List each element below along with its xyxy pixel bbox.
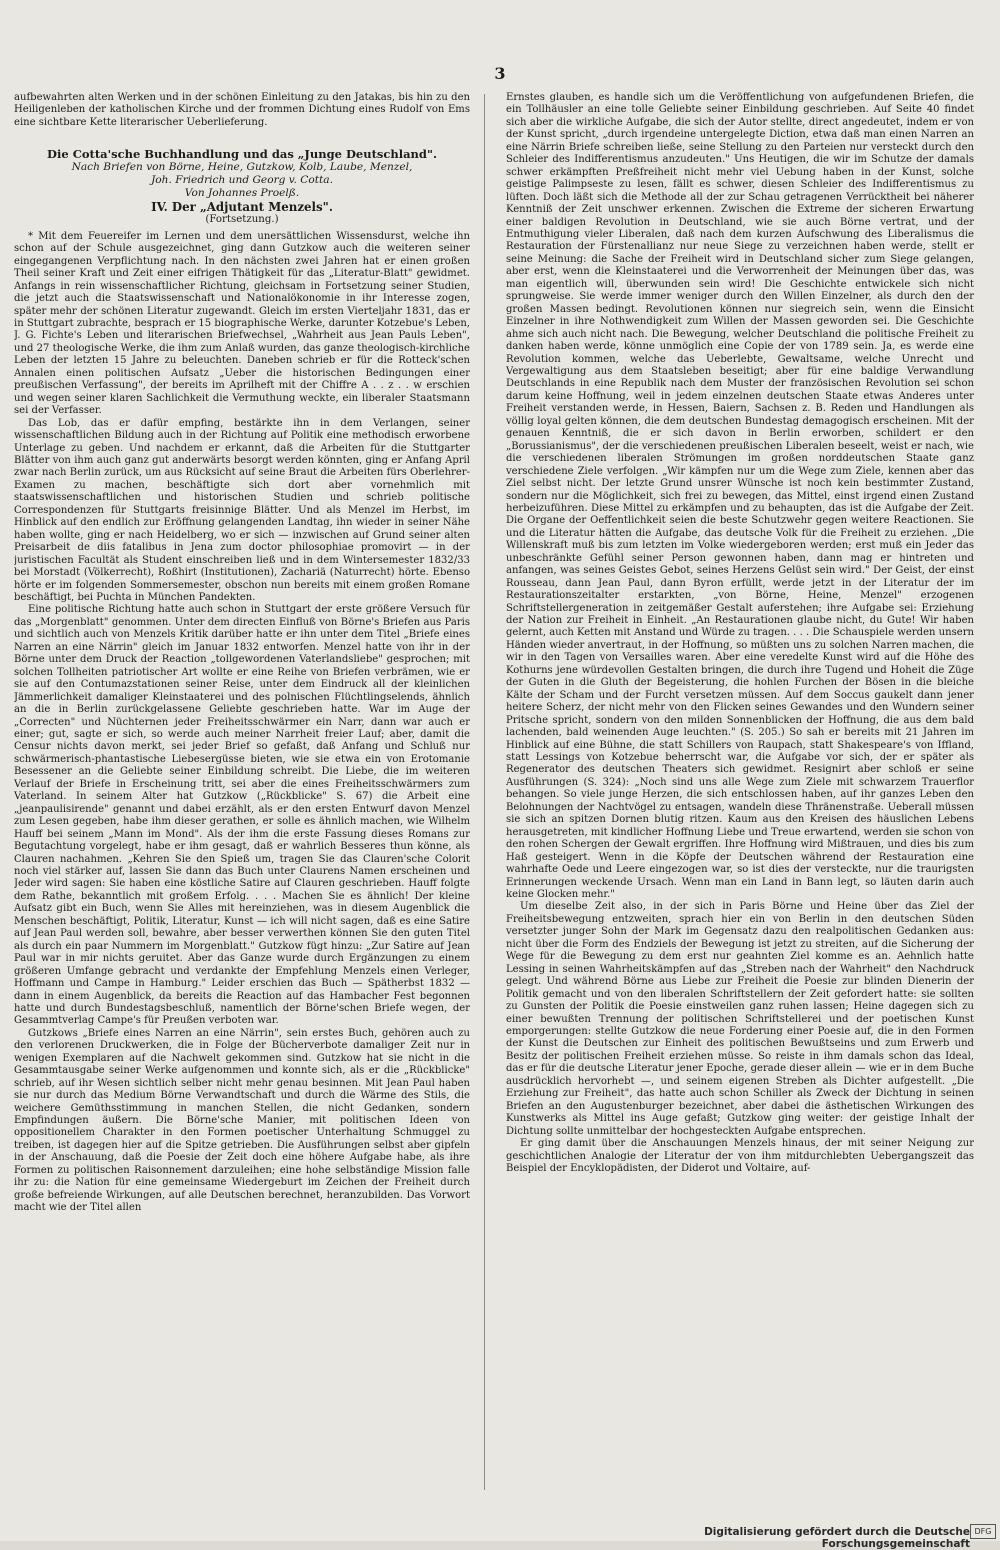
article-title: Die Cotta'sche Buchhandlung und das „Junge Deutschland". xyxy=(47,147,437,162)
intro-paragraph: aufbewahrten alten Werken und in der schönen Einleitung zu den Jatakas, bis hin zu den Heiligenleben der katholischen Kirche und der frommen Dichtung eines Rudolf von Ems eine sichtbare Kette literarischer Ueberlieferung. xyxy=(14,92,470,128)
chapter-heading: IV. Der „Adjutant Menzels". xyxy=(151,200,333,215)
body-paragraph: Gutzkows „Briefe eines Narren an eine Närrin", sein erstes Buch, gehören auch zu den verlorenen Druckwerken, die in Folge der Bücherverbote damaliger Zeit nur in wenigen Exemplaren auf die Nachwelt gekommen sind. Gutzkow hat sie nicht in die Gesammtausgabe seiner Werke aufgenommen und konnte sich, als er die „Rückblicke" schrieb, auf ihr Wesen sichtlich selber nicht mehr genau besinnen. Mit Jean Paul haben sie nur durch das Medium Börne Verwandtschaft und durch die Wärme des Stils, die weichere Gemüthsstimmung in manchen Stellen, die nicht Gedanken, sondern Empfindungen äußern. Die Börne'sche Manier, mit politischen Ideen von oppositionellem Charakter in den Formen poetischer Unterhaltung Schmuggel zu treiben, ist dagegen hier auf die Spitze getrieben. Die Ausführungen selbst aber gipfeln in der Anschauung, daß die Poesie der Zeit doch eine höhere Aufgabe habe, als ihre Formen zu politischen Raisonnement darzuleihen; eine hohe selbständige Mission falle ihr zu: die Nation für eine gemeinsame Wiedergeburt im Zeichen der Freiheit durch große befreiende Wirkungen, auf alle Deutschen berechnet, heranzubilden. Das Vorwort macht wie der Titel allen xyxy=(14,1027,470,1214)
body-paragraph: Er ging damit über die Anschauungen Menzels hinaus, der mit seiner Neigung zur geschichtlichen Analogie der Literatur der von ihm mitdurchlebten Uebergangszeit das Beispiel der Encyklopädisten, der Diderot und Voltaire, auf- xyxy=(506,1138,974,1174)
column-divider xyxy=(484,94,485,1490)
page-number: 3 xyxy=(494,64,506,83)
body-paragraph: Um dieselbe Zeit also, in der sich in Paris Börne und Heine über das Ziel der Freiheitsbewegung entzweiten, sprach hier ein von Berlin in den deutschen Süden versetzter junger Sohn der Mark im Gegensatz dazu den realpolitischen Gedanken aus: nicht über die Form des Endziels der Bewegung ist jetzt zu streiten, auf die Sicherung der Wege für die Bewegung zu dem erst nur geahnten Ziel komme es an. Aehnlich hatte Lessing in seinen Wahrheitskämpfen auf das „Streben nach der Wahrheit" den Nachdruck gelegt. Und während Börne aus Liebe zur Freiheit die Poesie zur blinden Dienerin der Politik gemacht und von den liberalen Schriftstellern der Zeit gefordert hatte: sie sollten zu Gunsten der Politik die Poesie einstweilen ganz ruhen lassen; Heine dagegen sich zu einer bewußten Trennung der politischen Schriftstellerei und der poetischen Kunst emporgerungen: stellte Gutzkow die neue Forderung einer Poesie auf, die in den Formen der Kunst die Deutschen zur Einheit des politischen Bewußtseins und zum Erwerb und Besitz der politischen Freiheit erziehen müsse. So reiste in ihm damals schon das Ideal, das er für die deutsche Literatur jener Epoche, gerade dieser allein — wie er in dem Buche ausdrücklich hervorhebt —, und seinem eigenen Streben als Dichter aufgestellt. „Die Erziehung zur Freiheit", das hatte auch schon Schiller als Zweck der Dichtung in seinen Briefen an den Augustenburger bezeichnet, aber dabei die ästhetischen Wirkungen des Kunstwerks als Mittel ins Auge gefaßt; Gutzkow ging weiter: der geistige Inhalt der Dichtung sollte unmittelbar der hochgesteckten Aufgabe entsprechen. xyxy=(506,901,974,1137)
body-paragraph: * Mit dem Feuereifer im Lernen und dem unersättlichen Wissensdurst, welche ihn schon auf der Schule ausgezeichnet, ging dann Gutzkow auch die weiteren seiner eingegangenen Verpflichtung nach. In den nächsten zwei Jahren hat er einen großen Theil seiner Kraft und Zeit einer eifrigen Thätigkeit für das „Literatur-Blatt" gewidmet. Anfangs in rein wissenschaftlicher Richtung, gleichsam in Fortsetzung seiner Studien, die jetzt auch die Staatswissenschaft und Nationalökonomie in ihr Interesse zogen, später mehr der schönen Literatur zugewandt. Gleich im ersten Vierteljahr 1831, das er in Stuttgart zubrachte, besprach er 15 biographische Werke, darunter Kotzebue's Leben, J. G. Fichte's Leben und literarischen Briefwechsel, „Wahrheit aus Jean Pauls Leben", und 27 theologische Werke, die ihm zum Anlaß wurden, das ganze theologisch-kirchliche Leben der letzten 15 Jahre zu beleuchten. Daneben schrieb er für die Rotteck'schen Annalen einen politischen Aufsatz „Ueber die historischen Bedingungen einer preußischen Verfassung", der bereits im Aprilheft mit der Chiffre A . . z . . w erschien und wegen seiner klaren Sachlichkeit die Vermuthung weckte, ein liberaler Staatsmann sei der Verfasser. xyxy=(14,230,470,417)
article-subtitle-2: Joh. Friedrich und Georg v. Cotta. xyxy=(151,174,333,187)
body-paragraph: Ernstes glauben, es handle sich um die Veröffentlichung von aufgefundenen Briefen, die ein Tollhäusler an eine tolle Geliebte seiner Einbildung geschrieben. Auf Seite 40 findet sich aber die wirkliche Aufgabe, die sich der Autor stellte, direct angedeutet, indem er von der Kunst spricht, „durch irgendeine untergelegte Diction, etwa daß man einen Narren an eine Närrin Briefe schreiben ließe, seine Stellung zu den Parteien nur versteckt durch den Schleier des Indifferentismus anzudeuten." Uns Heutigen, die wir im Schutze der damals schwer erkämpften Preßfreiheit nicht mehr viel Uebung haben in der Kunst, solche geistige Palimpseste zu lesen, fällt es schwer, diesen Schleier des Indifferentismus zu lüften. Doch läßt sich die Methode all der zur Schau getragenen Verrücktheit bei näherer Kenntniß der Zeit unschwer erkennen. Zwischen die Extreme der sicheren Erwartung einer baldigen Revolution in Deutschland, wie sie auch Börne vertrat, und der Entmuthigung vieler Liberalen, daß nach dem kurzen Aufschwung des Liberalismus die Restauration der Fürstenallianz nur neue Siege zu verzeichnen haben werde, stellt er seine Meinung: die Sache der Freiheit wird in Deutschland sicher zum Siege gelangen, aber erst, wenn die Kleinstaaterei und die Verworrenheit der Meinungen über das, was man eigentlich will, überwunden sein wird! Die Geschichte entwickele sich nicht sprungweise. Sie werde immer weniger durch den Willen Einzelner, als durch den der großen Massen bedingt. Revolutionen können nur siegreich sein, wenn die Einsicht Einzelner in ihre Nothwendigkeit zum Willen der Massen geworden sei. Die Geschichte ahme sich auch nicht nach. Die Bewegung, welcher Deutschland die politische Freiheit zu danken haben werde, könne unmöglich eine Copie der von 1789 sein. Ja, es werde eine Revolution kommen, welche das Ueberlebte, Gewaltsame, welche Unrecht und Vergewaltigung aus dem Staatsleben beseitigt; aber für eine baldige Verwandlung Deutschlands in eine Republik nach dem Muster der französischen Revolution sei schon darum keine Hoffnung, weil in jedem einzelnen deutschen Staate etwas Anderes unter Freiheit verstanden werde, in Hessen, Baiern, Sachsen z. B. Reden und Handlungen als völlig loyal gelten können, die dem deutschen Bundestag demagogisch erscheinen. Mit der genauen Kenntniß, die er sich davon in Berlin erworben, schildert er den „Borussianismus", der die verschiedenen preußischen Liberalen beseelt, weist er nach, wie die verschiedenen liberalen Strömungen im großen norddeutschen Staate ganz verschiedene Ziele verfolgen. „Wir kämpfen nur um die Wege zum Ziele, kennen aber das Ziel selbst nicht. Der letzte Grund unsrer Wünsche ist noch kein bestimmter Zustand, sondern nur die Möglichkeit, sich frei zu bewegen, das Mittel, einst irgend einen Zustand herbeizuführen. Diese Mittel zu erkämpfen und zu behaupten, das ist die Aufgabe der Zeit. Die Organe der Oeffentlichkeit seien die beste Schutzwehr gegen weitere Reactionen. Sie und die Literatur hätten die Aufgabe, das deutsche Volk für die Freiheit zu erziehen. „Die Willenskraft muß bis zum letzten im Volke wiedergeboren werden; erst muß ein Jeder das unbeschränkte Gefühl seiner Person gewonnen haben, dann mag er hintreten und anfangen, was seines Geistes Gebot, seines Herzens Gelüst sein wird." Der Geist, der einst Rousseau, dann Jean Paul, dann Byron erfüllt, werde jetzt in der Literatur der im Restaurationszeitalter erstarkten, „von Börne, Heine, Menzel" erzogenen Schriftstellergeneration in zeitgemäßer Gestalt auferstehen; ihre Aufgabe sei: Erziehung der Nation zur Freiheit in Einheit. „An Restaurationen glaube nicht, du Gute! Wir haben gelernt, auch Ketten mit Anstand und Würde zu tragen. . . . Die Schauspiele werden unsern Händen wieder anvertraut, in der Hoffnung, so müßten uns zu solchen Narren machen, die wir in den Tagen von Versailles waren. Aber eine veredelte Kunst wird auf die Höhe des Kothurns jene würdevollen Gestalten bringen, die durch ihre Tugend und Hoheit die Züge der Guten in die Gluth der Begeisterung, die hohlen Furchen der Bösen in die bleiche Kälte der Scham und der Furcht versetzen müssen. Auf dem Soccus gaukelt dann jener heitere Scherz, der nicht mehr von den Flicken seines Gewandes und den Wundern seiner Pritsche spricht, sondern von den milden Sonnenblicken der Hoffnung, die aus dem bald lachenden, bald weinenden Auge leuchten." (S. 205.) So sah er bereits mit 21 Jahren im Hinblick auf eine Bühne, die statt Schillers von Raupach, statt Shakespeare's von Iffland, statt Lessings von Kotzebue beherrscht war, die Aufgabe vor sich, der er später als Regenerator des deutschen Theaters sich gewidmet. Resignirt aber schloß er seine Ausführungen (S. 324): „Noch sind uns alle Wege zum Ziele mit schwarzem Trauerflor behangen. So viele junge Herzen, die sich entschlossen haben, auf ihr ganzes Leben den Belohnungen der Nachtvögel zu entsagen, wandeln diese Thränenstraße. Ueberall müssen sie sich an spitzen Dornen blutig ritzen. Kaum aus den Kreisen des häuslichen Lebens herausgetreten, mit kindlicher Hoffnung Liebe und Treue erwartend, werden sie schon von den rohen Schergen der Gewalt ergriffen. Ihre Hoffnung wird Mißtrauen, und dies bis zum Haß gesteigert. Wenn in die Köpfe der Deutschen während der Restauration eine wahrhafte Oede und Leere eingezogen war, so ist dies der versteckte, nur die traurigsten Erinnerungen weckende Ursach. Wenn man ein Land in Bann legt, so läuten darin auch keine Glocken mehr." xyxy=(506,92,974,900)
dfg-logo-icon: DFG xyxy=(970,1524,996,1539)
funding-footer: Digitalisierung gefördert durch die Deutsche Forschungsgemeinschaft xyxy=(704,1526,970,1550)
article-author: Von Johannes Proelß. xyxy=(184,187,300,200)
body-paragraph: Eine politische Richtung hatte auch schon in Stuttgart der erste größere Versuch für das „Morgenblatt" genommen. Unter dem directen Einfluß von Börne's Briefen aus Paris und sichtlich auch von Menzels Kritik darüber hatte er ihn unter dem Titel „Briefe eines Narren an eine Närrin" gleich im Januar 1832 entworfen. Menzel hatte von ihr in der Börne unter dem Druck der Reaction „tollgewordenen Vaterlandsliebe" gesprochen; mit solchen Tollheiten patriotischer Art wollte er eine Reihe von Briefen verbrämen, wie er sie auf den Contumazstationen seiner Reise, unter dem Eindruck all der kleinlichen Jämmerlichkeit damaliger Kleinstaaterei und des polnischen Flüchtlingselends, ähnlich an die in Berlin zurückgelassene Geliebte geschrieben hatte. War im Auge der „Correcten" und Nüchternen jeder Freiheitsschwärmer ein Narr, dann war auch er einer; gut, sagte er sich, so werde auch meiner Narrheit freier Lauf; aber, damit die Censur nichts davon merkt, sei jeder Brief so gefaßt, daß Anfang und Schluß nur schwärmerisch-phantastische Liebesergüsse bieten, wie sie etwa ein von Erotomanie Besessener an die Geliebte seiner Einbildung schreibt. Die Liebe, die im weiteren Verlauf der Briefe in Erscheinung tritt, sei aber die eines Freiheitsschwärmers zum Vaterland. In seinem Alter hat Gutzkow („Rückblicke" S. 67) die Arbeit eine „jeanpaulisirende" genannt und dabei erzählt, als er den ersten Entwurf davon Menzel zum Lesen gegeben, habe ihm dieser gerathen, er solle es ähnlich machen, wie Wilhelm Hauff bei seinem „Mann im Mond". Als der ihm die erste Fassung dieses Romans zur Begutachtung vorgelegt, habe er ihm gesagt, daß er wahrlich Besseres thun könne, als Clauren nachahmen. „Kehren Sie den Spieß um, tragen Sie das Clauren'sche Colorit noch viel stärker auf, lassen Sie dann das Buch unter Claurens Namen erscheinen und Jeder wird sagen: Sie haben eine köstliche Satire auf Clauren geschrieben. Hauff folgte dem Rathe, bekanntlich mit großem Erfolg. . . . Machen Sie es ähnlich! Der kleine Aufsatz gibt ein Buch, wenn Sie Alles mit hereinziehen, was in diesem Augenblick die Menschen beschäftigt, Politik, Literatur, Kunst — ich will nicht sagen, daß es eine Satire auf Jean Paul werden soll, bewahre, aber besser verwerthen können Sie den guten Titel als durch ein paar Nummern im Morgenblatt." Gutzkow fügt hinzu: „Zur Satire auf Jean Paul war in mir nichts geruitet. Aber das Ganze wurde durch Ergänzungen zu einem größeren Umfange gebracht und verdankte der Empfehlung Menzels einen Verleger, Hoffmann und Campe in Hamburg." Leider erschien das Buch — Spätherbst 1832 — dann in einem Augenblick, da bereits die Reaction auf das Hambacher Fest begonnen hatte und durch Bundestagsbeschluß, namentlich der Börne'schen Briefe wegen, der Gesammtverlag Campe's für Preußen verboten war. xyxy=(14,604,470,1027)
article-subtitle-1: Nach Briefen von Börne, Heine, Gutzkow, Kolb, Laube, Menzel, xyxy=(71,161,413,174)
left-column xyxy=(14,92,470,1484)
continuation-note: (Fortsetzung.) xyxy=(205,214,279,226)
right-column xyxy=(506,92,974,1484)
body-paragraph: Das Lob, das er dafür empfing, bestärkte ihn in dem Verlangen, seiner wissenschaftlichen Bildung auch in der Richtung auf Politik eine methodisch erworbene Unterlage zu geben. Und nachdem er erkannt, daß die Arbeiten für die Stuttgarter Blätter von ihm auch ganz gut anderwärts besorgt werden könnten, ging er Anfang April zwar nach Berlin zurück, um aus Rücksicht auf seine Braut die Arbeiten fürs Oberlehrer-Examen zu machen, beschäftigte sich dort aber vornehmlich mit staatswissenschaftlichen und historischen Studien und schrieb politische Correspondenzen für Stuttgarts freisinnige Blätter. Und als Menzel im Herbst, im Hinblick auf den endlich zur Eröffnung gelangenden Landtag, ihn wieder in seiner Nähe haben wollte, ging er nach Heidelberg, wo er sich — inzwischen auf Grund seiner alten Preisarbeit de diis fatalibus in Jena zum doctor philosophiae promovirt — in der juristischen Facultät als Student einschreiben ließ und in dem Wintersemester 1832/33 bei Morstadt (Völkerrecht), Roßhirt (Institutionen), Zachariä (Naturrecht) hörte. Ebenso hörte er im folgenden Sommersemester, obschon nun bereits mit einem großen Romane beschäftigt, bei Puchta in München Pandekten. xyxy=(14,417,470,603)
